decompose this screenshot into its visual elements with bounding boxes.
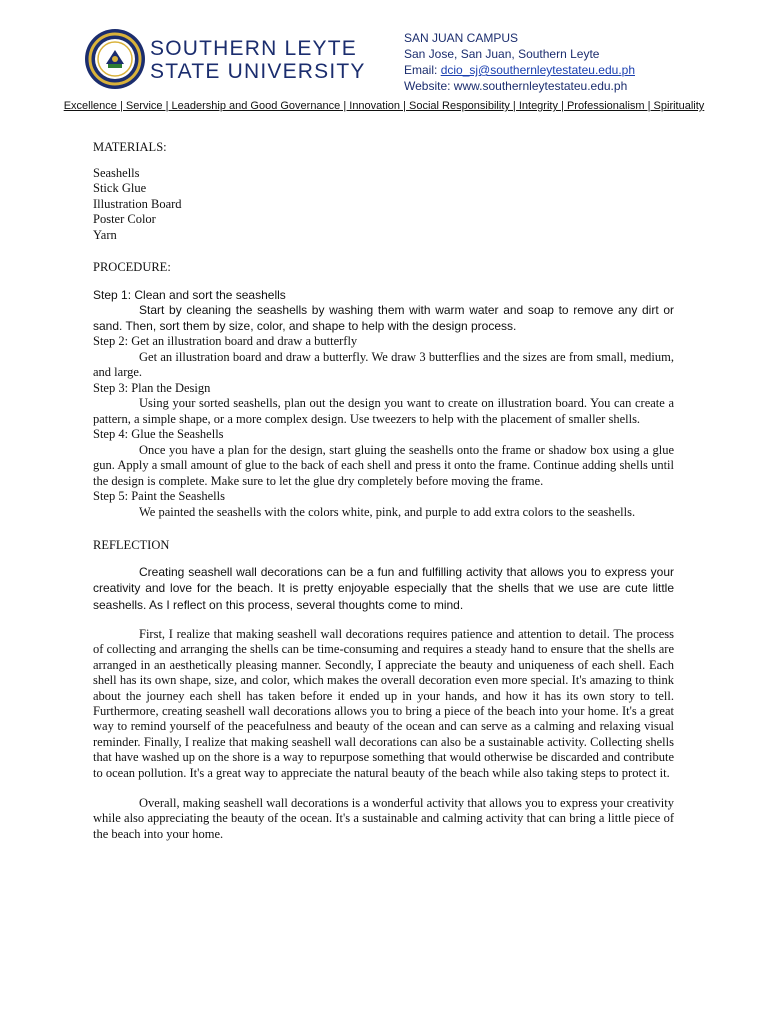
step-title: Step 3: Plan the Design xyxy=(93,380,211,395)
material-item: Yarn xyxy=(93,227,117,242)
university-name-line1: SOUTHERN LEYTE xyxy=(150,37,357,60)
step-title: Step 5: Paint the Seashells xyxy=(93,489,225,503)
step-title: Step 2: Get an illustration board and draw a butterfly xyxy=(93,334,358,348)
email-link[interactable]: dcio_sj@southernleytestateu.edu.ph xyxy=(440,63,635,77)
material-item: Illustration Board xyxy=(93,196,182,211)
document-body xyxy=(93,140,674,857)
step xyxy=(93,427,674,489)
reflection-paragraph: First, I realize that making seashell wall decorations requires patience and attention to detail. The process of collecting and arranging the shells can be time-consuming and requires a steady hand to ensure that the shells are arranged in an aesthetically pleasing manner. Secondly, I appreciate the beauty and uniqueness of each shell. Each shell has its own shape, size, and color, which makes the overall decoration even more special. It's amazing to think about the journey each shell has taken before it ended up in your hands, and how it has its own story to tell. Furthermore, creating seashell wall decorations allows you to bring a piece of the beach into your home. It's a great way to remind yourself of the peacefulness and beauty of the ocean and can serve as a calming and relaxing visual reminder. Finally, I realize that making seashell wall decorations can also be a sustainable activity. Collecting shells that have washed up on the shore is a way to repurpose something that would otherwise be discarded and contribute to ocean pollution. It's a great way to appreciate the natural beauty of the beach while also taking steps to protect it. xyxy=(93,627,674,780)
reflection-paragraph: Overall, making seashell wall decorations is a wonderful activity that allows you to express your creativity while also appreciating the beauty of the ocean. It's a sustainable and calming activity that can bring a little piece of the beach into your home. xyxy=(93,796,674,841)
campus-email xyxy=(404,62,635,78)
campus-info xyxy=(404,30,635,94)
materials-heading: MATERIALS: xyxy=(93,140,167,154)
step-body: Once you have a plan for the design, start gluing the seashells onto the frame or shadow box using a glue gun. Apply a small amount of glue to the back of each shell and press it onto the frame. Continue adding shells until the design is complete. Make sure to let the glue dry completely before moving the frame. xyxy=(93,442,674,488)
campus-website: Website: www.southernleytestateu.edu.ph xyxy=(404,79,628,93)
material-item: Stick Glue xyxy=(93,181,147,195)
step xyxy=(93,381,674,428)
step-title: Step 1: Clean and sort the seashells xyxy=(93,287,286,302)
core-values-text: Excellence | Service | Leadership and Good Governance | Innovation | Social Responsibility | Integrity | Professionalism | Spirituality xyxy=(63,100,705,112)
step-body: Using your sorted seashells, plan out the design you want to create on illustration board. You can create a pattern, a simple shape, or a more complex design. Use tweezers to help with the placement of smaller shells. xyxy=(93,396,674,426)
letterhead xyxy=(0,0,768,118)
step-body: Start by cleaning the seashells by washing them with warm water and soap to remove any dirt or sand. Then, sort them by size, color, and shape to help with the design process. xyxy=(93,303,674,333)
campus-address: San Jose, San Juan, Southern Leyte xyxy=(404,47,600,61)
step-title: Step 4: Glue the Seashells xyxy=(93,427,224,441)
step-body: We painted the seashells with the colors white, pink, and purple to add extra colors to the seashells. xyxy=(139,504,636,519)
material-item: Poster Color xyxy=(93,212,156,226)
procedure-heading: PROCEDURE: xyxy=(93,260,171,274)
materials-list xyxy=(93,166,674,244)
step xyxy=(93,334,674,381)
university-name-line2: STATE UNIVERSITY xyxy=(150,60,366,83)
email-label: Email: xyxy=(404,63,441,77)
core-values xyxy=(0,100,768,112)
step-body: Get an illustration board and draw a butterfly. We draw 3 butterflies and the sizes are from small, medium, and large. xyxy=(93,349,674,379)
university-seal-icon xyxy=(84,28,146,90)
campus-name: SAN JUAN CAMPUS xyxy=(404,31,519,45)
step xyxy=(93,489,674,520)
reflection-paragraph: Creating seashell wall decorations can be a fun and fulfilling activity that allows you to express your creativity and love for the beach. It is pretty enjoyable especially that the shells that we use are cute little seashells. As I reflect on this process, several thoughts come to mind. xyxy=(93,564,674,612)
material-item: Seashells xyxy=(93,165,140,180)
step xyxy=(93,288,674,335)
university-name xyxy=(150,37,366,83)
reflection-heading: REFLECTION xyxy=(93,538,170,552)
